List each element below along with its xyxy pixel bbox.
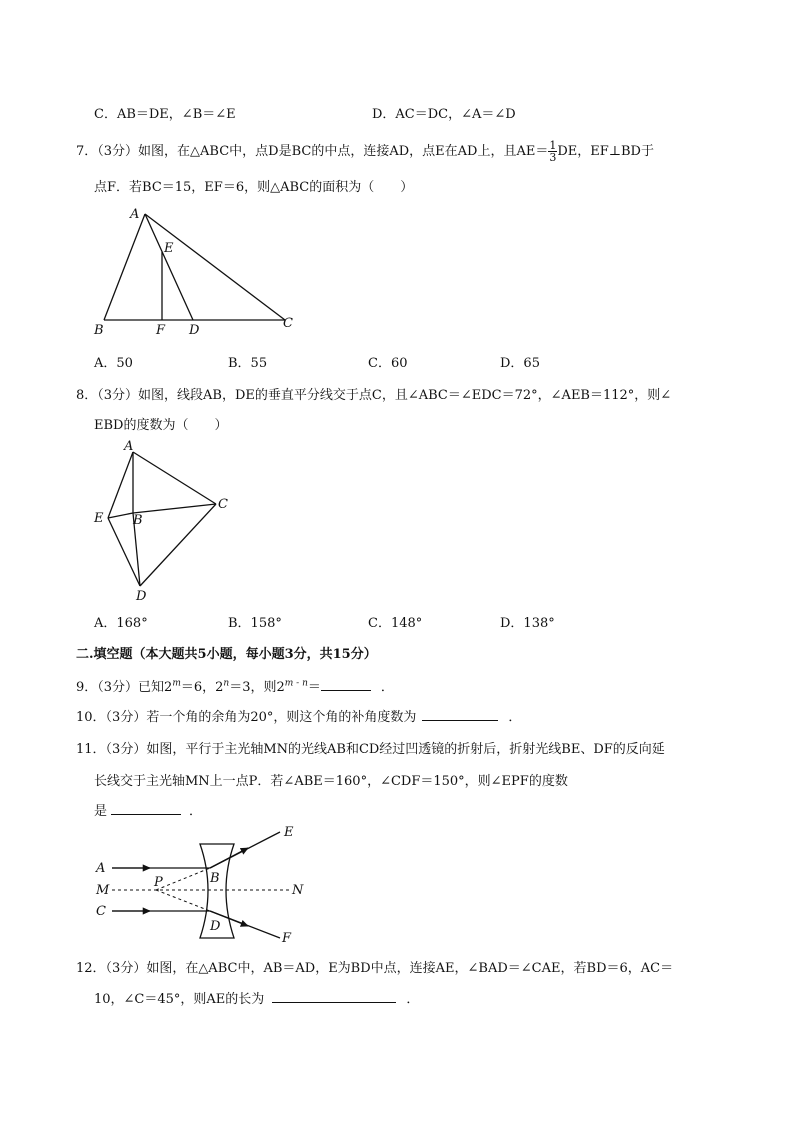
q11-answer-blank bbox=[111, 802, 181, 815]
label-c: C bbox=[218, 497, 228, 512]
label-a: A bbox=[124, 439, 134, 454]
fraction-one-third: $\frac{1}{3}$ bbox=[549, 139, 557, 164]
q8-quadrilateral-figure bbox=[88, 436, 238, 606]
q10-stem: 10．（3分）若一个角的余角为20°，则这个角的补角度数为 ． bbox=[76, 710, 522, 725]
label-d: D bbox=[136, 589, 147, 604]
q7-option-a: A．50 bbox=[94, 356, 133, 371]
section-fill-in-blank-heading: 二.填空题（本大题共5小题，每小题3分，共15分） bbox=[76, 647, 377, 662]
label-c: C bbox=[283, 316, 293, 331]
label-a: A bbox=[96, 861, 106, 876]
label-b: B bbox=[94, 323, 104, 338]
q8-option-b: B．158° bbox=[228, 616, 282, 631]
label-d: D bbox=[189, 323, 200, 338]
q11-stem-line3: 是 ． bbox=[94, 804, 203, 819]
label-b: B bbox=[133, 513, 143, 528]
q10-answer-blank bbox=[422, 708, 498, 721]
label-f: F bbox=[282, 931, 292, 946]
q8-stem-line1: 8．（3分）如图，线段AB，DE的垂直平分线交于点C，且∠ABC＝∠EDC＝72°，∠AEB＝112°，则∠ bbox=[76, 388, 672, 403]
label-d: D bbox=[210, 919, 221, 934]
label-e: E bbox=[94, 511, 104, 526]
q12-stem-line1: 12．（3分）如图，在△ABC中，AB＝AD，E为BD中点，连接AE，∠BAD＝∠CAE，若BD＝6，AC＝ bbox=[76, 961, 674, 976]
q6-option-d: D．AC＝DC，∠A＝∠D bbox=[372, 107, 516, 122]
label-b: B bbox=[210, 871, 220, 886]
q8-option-a: A．168° bbox=[94, 616, 148, 631]
q7-option-b: B．55 bbox=[228, 356, 268, 371]
q6-option-c: C．AB＝DE，∠B＝∠E bbox=[94, 107, 236, 122]
label-n: N bbox=[292, 883, 304, 898]
label-e: E bbox=[284, 825, 294, 840]
q7-triangle-figure bbox=[90, 200, 305, 340]
label-f: F bbox=[156, 323, 166, 338]
q7-option-d: D．65 bbox=[500, 356, 540, 371]
q7-option-c: C．60 bbox=[368, 356, 408, 371]
q7-stem-line2: 点F．若BC＝15，EF＝6，则△ABC的面积为（ ） bbox=[94, 180, 414, 195]
q7-stem-line1: 7．（3分）如图，在△ABC中，点D是BC的中点，连接AD，点E在AD上，且AE＝ $\frac{1}{3}$ DE，EF⊥BD于 bbox=[76, 139, 654, 164]
q9-answer-blank bbox=[321, 678, 371, 691]
q11-stem-line2: 长线交于主光轴MN上一点P．若∠ABE＝160°，∠CDF＝150°，则∠EPF的度数 bbox=[94, 774, 568, 789]
q11-stem-line1: 11．（3分）如图，平行于主光轴MN的光线AB和CD经过凹透镜的折射后，折射光线BE、DF的反向延 bbox=[76, 742, 665, 757]
label-c: C bbox=[96, 904, 106, 919]
q12-stem-line2: 10，∠C＝45°，则AE的长为 ． bbox=[94, 992, 420, 1007]
label-e: E bbox=[164, 241, 174, 256]
q11-concave-lens-figure bbox=[88, 820, 318, 946]
q8-stem-line2: EBD的度数为（ ） bbox=[94, 418, 228, 433]
q8-option-c: C．148° bbox=[368, 616, 423, 631]
label-p: P bbox=[154, 875, 163, 890]
label-a: A bbox=[130, 207, 140, 222]
q9-stem: 9．（3分）已知$2^m=6$，$2^n=3$，则$2^{m - n}=$ ． bbox=[76, 678, 394, 695]
label-m: M bbox=[96, 883, 110, 898]
q12-answer-blank bbox=[272, 990, 396, 1003]
q8-option-d: D．138° bbox=[500, 616, 555, 631]
